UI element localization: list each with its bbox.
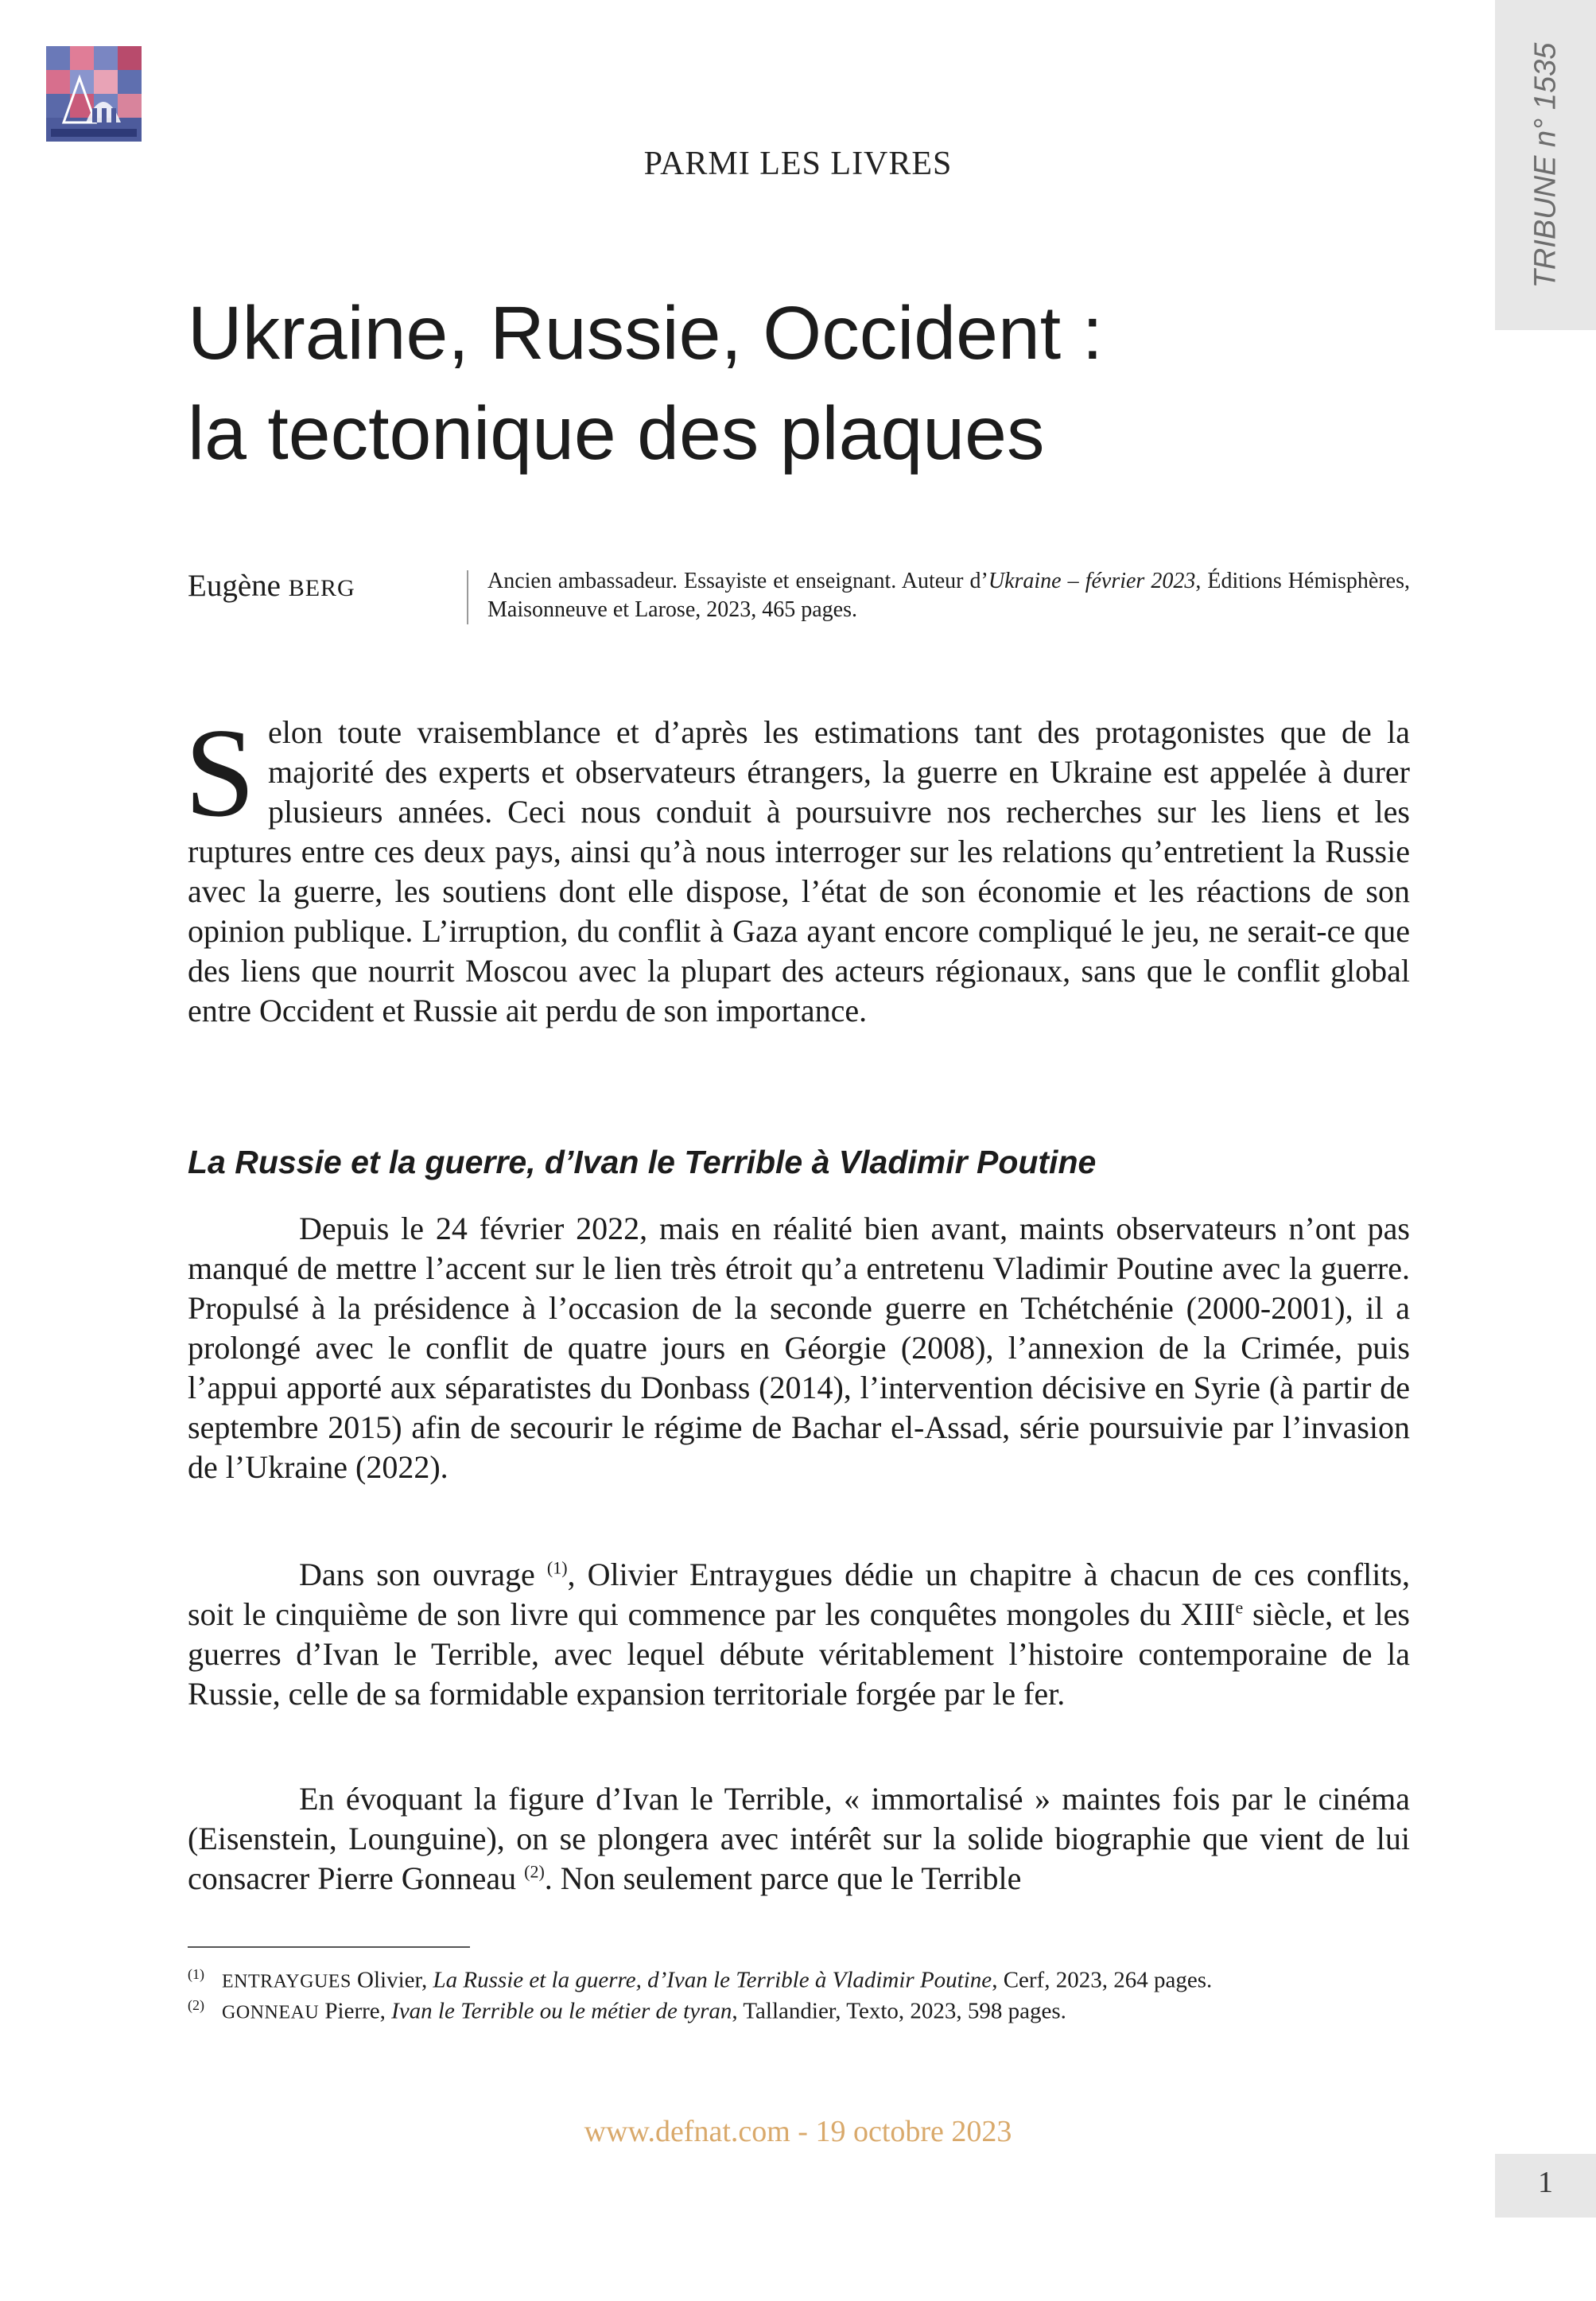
footnote-author-name: Pierre, — [319, 1998, 392, 2024]
century-superscript: e — [1235, 1597, 1244, 1618]
author-bio — [487, 567, 1410, 624]
section-heading: La Russie et la guerre, d’Ivan le Terrible à Vladimir Poutine — [188, 1144, 1097, 1180]
article-title — [188, 283, 1428, 484]
author-last-name: BERG — [288, 575, 355, 601]
author-bio-divider — [467, 570, 468, 624]
footnote-details: , Cerf, 2023, 264 pages. — [992, 1967, 1213, 1993]
footnote-ref-2[interactable]: (2) — [524, 1861, 545, 1882]
drop-cap: S — [184, 702, 255, 843]
author-name — [188, 568, 355, 604]
footer-website-link[interactable]: www.defnat.com - 19 octobre 2023 — [584, 2115, 1012, 2148]
footnote-ref-1[interactable]: (1) — [546, 1557, 568, 1578]
page-number: 1 — [1538, 2166, 1553, 2199]
author-bio-publisher: , Éditions Hémisphères, Maisonneuve et Larose, 2023, 465 pages. — [487, 569, 1410, 622]
author-bio-text: Ancien ambassadeur. Essayiste et enseignant. Auteur d’ — [487, 569, 988, 593]
footnote-author-surname: GONNEAU — [222, 2002, 320, 2023]
title-line-2: la tectonique des plaques — [188, 391, 1045, 476]
title-line-1: Ukraine, Russie, Occident : — [188, 291, 1103, 375]
footnote-details: , Tallandier, Texto, 2023, 598 pages. — [732, 1998, 1066, 2024]
para3-text-a: En évoquant la figure d’Ivan le Terrible, « immortalisé » maintes fois par le cinéma (Eisenstein, Lounguine), on se plongera avec intérêt sur la solide biographie que vient de lui consacrer Pierre Gonneau — [188, 1781, 1410, 1896]
section-label: PARMI LES LIVRES — [643, 146, 953, 182]
para2-text-c: siècle, et les guerres d’Ivan le Terrible, avec lequel débute véritablement l’histoire contemporaine de la Russie, celle de sa formidable expansion territoriale forgée par le fer. — [188, 1596, 1410, 1712]
footnote-mark: (1) — [188, 1966, 204, 1982]
body-paragraph-2 — [188, 1555, 1410, 1714]
footnote-divider — [188, 1946, 470, 1948]
publication-logo-icon — [46, 46, 142, 142]
para2-text-b: , Olivier Entraygues dédie un chapitre à chacun de ces conflits, soit le cinquième de son livre qui commence par les conquêtes mongoles du XIII — [188, 1557, 1410, 1632]
author-first-name: Eugène — [188, 569, 289, 603]
footnote-author-surname: ENTRAYGUES — [222, 1971, 351, 1992]
footnote-book-title: Ivan le Terrible ou le métier de tyran — [391, 1998, 732, 2024]
page-number-tab — [1495, 2154, 1596, 2217]
footnote-2 — [188, 1990, 1412, 2028]
footnote-author-name: Olivier, — [351, 1967, 433, 1993]
intro-text: elon toute vraisemblance et d’après les estimations tant des protagonistes que de la majorité des experts et observateurs étrangers, la guerre en Ukraine est appelée à durer plusieurs années. Ceci nous conduit à poursuivre nos recherches sur les liens et les ruptures entre ces deux pays, ainsi qu’à nous interroger sur les relations qu’entretient la Russie avec la guerre, les soutiens dont elle dispose, l’état de son économie et les réactions de son opinion publique. L’irruption, du conflit à Gaza ayant encore compliqué le jeu, ne serait-ce que des liens que nourrit Moscou avec la plupart des acteurs régionaux, sans que le conflit global entre Occident et Russie ait perdu de son importance. — [188, 714, 1410, 1028]
tribune-number: TRIBUNE n° 1535 — [1528, 42, 1562, 288]
body-paragraph-3 — [188, 1779, 1410, 1899]
footnote-book-title: La Russie et la guerre, d’Ivan le Terrible à Vladimir Poutine — [433, 1967, 992, 1993]
footnote-mark: (2) — [188, 1997, 204, 2013]
body-paragraph-1: Depuis le 24 février 2022, mais en réalité bien avant, maints observateurs n’ont pas manqué de mettre l’accent sur le lien très étroit qu’a entretenu Vladimir Poutine avec la guerre. Propulsé à la présidence à l’occasion de la seconde guerre en Tchétchénie (2000-2001), il a prolongé avec le conflit de quatre jours en Géorgie (2008), l’annexion de la Crimée, puis l’appui apporté aux séparatistes du Donbass (2014), l’intervention décisive en Syrie (à partir de septembre 2015) afin de secourir le régime de Bachar el-Assad, série poursuivie par l’invasion de l’Ukraine (2022). — [188, 1211, 1410, 1485]
intro-paragraph — [184, 702, 1410, 1031]
para2-text-a: Dans son ouvrage — [299, 1557, 547, 1592]
author-book-title: Ukraine – février 2023 — [988, 569, 1196, 593]
para3-text-b: . Non seulement parce que le Terrible — [544, 1860, 1022, 1896]
